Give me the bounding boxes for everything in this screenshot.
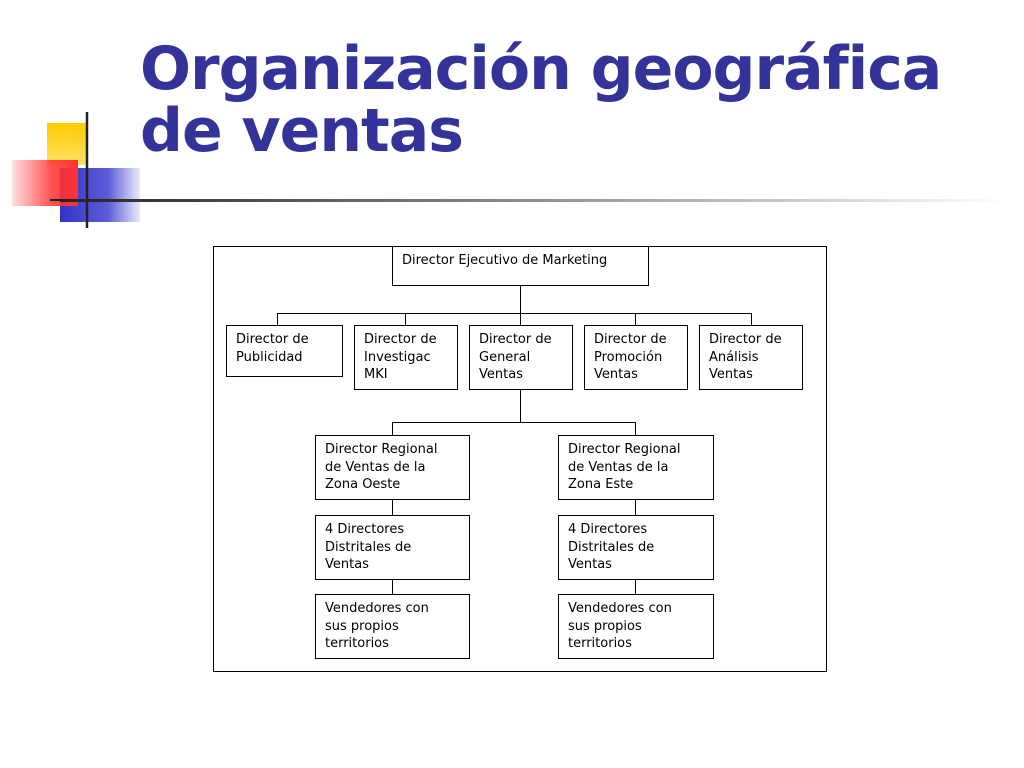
box-vendedores-este: Vendedores con sus propios territorios: [558, 594, 714, 659]
box-director-analisis-ventas: Director de Análisis Ventas: [699, 325, 803, 390]
box-regional-este: Director Regional de Ventas de la Zona Este: [558, 435, 714, 500]
box-director-ejecutivo-marketing: Director Ejecutivo de Marketing: [392, 246, 649, 286]
box-director-general-ventas: Director de General Ventas: [469, 325, 573, 390]
box-regional-oeste: Director Regional de Ventas de la Zona Oeste: [315, 435, 470, 500]
box-distritales-este: 4 Directores Distritales de Ventas: [558, 515, 714, 580]
box-director-publicidad: Director de Publicidad: [226, 325, 343, 377]
title-line-2: de ventas: [140, 96, 463, 166]
box-director-investigacion: Director de Investigac MKI: [354, 325, 458, 390]
slide-title: [140, 34, 1000, 166]
box-director-promocion-ventas: Director de Promoción Ventas: [584, 325, 688, 390]
title-line-1: Organización geográfica: [140, 34, 942, 104]
box-vendedores-oeste: Vendedores con sus propios territorios: [315, 594, 470, 659]
box-distritales-oeste: 4 Directores Distritales de Ventas: [315, 515, 470, 580]
org-chart-frame: [213, 246, 827, 672]
